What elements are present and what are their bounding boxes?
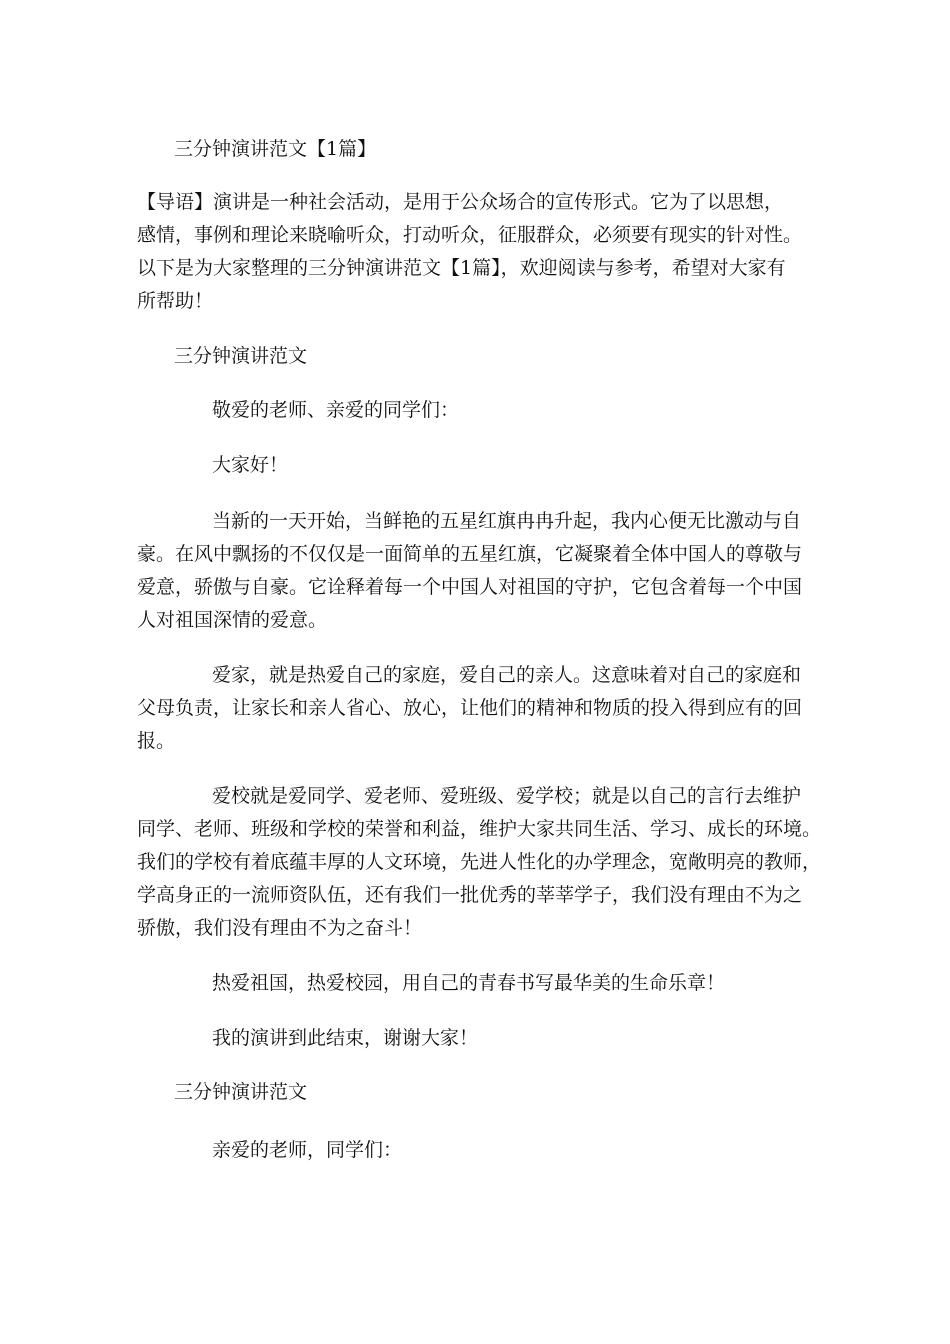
intro-line-4: 所帮助！: [137, 290, 214, 312]
p1-line-3: 爱意，骄傲与自豪。它诠释着每一个中国人对祖国的守护，它包含着每一个中国: [137, 576, 803, 598]
p2-line-2: 父母负责，让家长和亲人省心、放心，让他们的精神和物质的投入得到应有的回: [137, 697, 803, 719]
greeting: 大家好！: [212, 454, 289, 476]
p2-line-1: 爱家，就是热爱自己的家庭，爱自己的亲人。这意味着对自己的家庭和: [212, 664, 802, 686]
intro-line-1: 【导语】演讲是一种社会活动，是用于公众场合的宣传形式。它为了以思想，: [137, 191, 784, 213]
section-heading-1: 三分钟演讲范文: [174, 345, 308, 367]
p1-line-4: 人对祖国深情的爱意。: [137, 609, 328, 631]
p3-line-5: 骄傲，我们没有理由不为之奋斗！: [137, 917, 423, 939]
p2-line-3: 报。: [137, 730, 176, 752]
p4: 热爱祖国，热爱校园，用自己的青春书写最华美的生命乐章！: [212, 972, 726, 994]
intro-line-3: 以下是为大家整理的三分钟演讲范文【1篇】，欢迎阅读与参考，希望对大家有: [137, 257, 786, 279]
salutation-1: 敬爱的老师、亲爱的同学们：: [212, 399, 460, 421]
salutation-2: 亲爱的老师，同学们：: [212, 1139, 403, 1161]
intro-line-2: 感情，事例和理论来晓喻听众，打动听众，征服群众，必须要有现实的针对性。: [137, 224, 803, 246]
p1-line-2: 豪。在风中飘扬的不仅仅是一面简单的五星红旗，它凝聚着全体中国人的尊敬与: [137, 543, 803, 565]
p3-line-4: 学高身正的一流师资队伍，还有我们一批优秀的莘莘学子，我们没有理由不为之: [137, 884, 803, 906]
p1-line-1: 当新的一天开始，当鲜艳的五星红旗冉冉升起，我内心便无比激动与自: [212, 510, 802, 532]
document-title: 三分钟演讲范文【1篇】: [174, 138, 377, 160]
p5: 我的演讲到此结束，谢谢大家！: [212, 1027, 479, 1049]
p3-line-3: 我们的学校有着底蕴丰厚的人文环境，先进人性化的办学理念，宽敞明亮的教师，: [137, 851, 822, 873]
p3-line-1: 爱校就是爱同学、爱老师、爱班级、爱学校；就是以自己的言行去维护: [212, 785, 802, 807]
p3-line-2: 同学、老师、班级和学校的荣誉和利益，维护大家共同生活、学习、成长的环境。: [137, 818, 822, 840]
section-heading-2: 三分钟演讲范文: [174, 1081, 308, 1103]
